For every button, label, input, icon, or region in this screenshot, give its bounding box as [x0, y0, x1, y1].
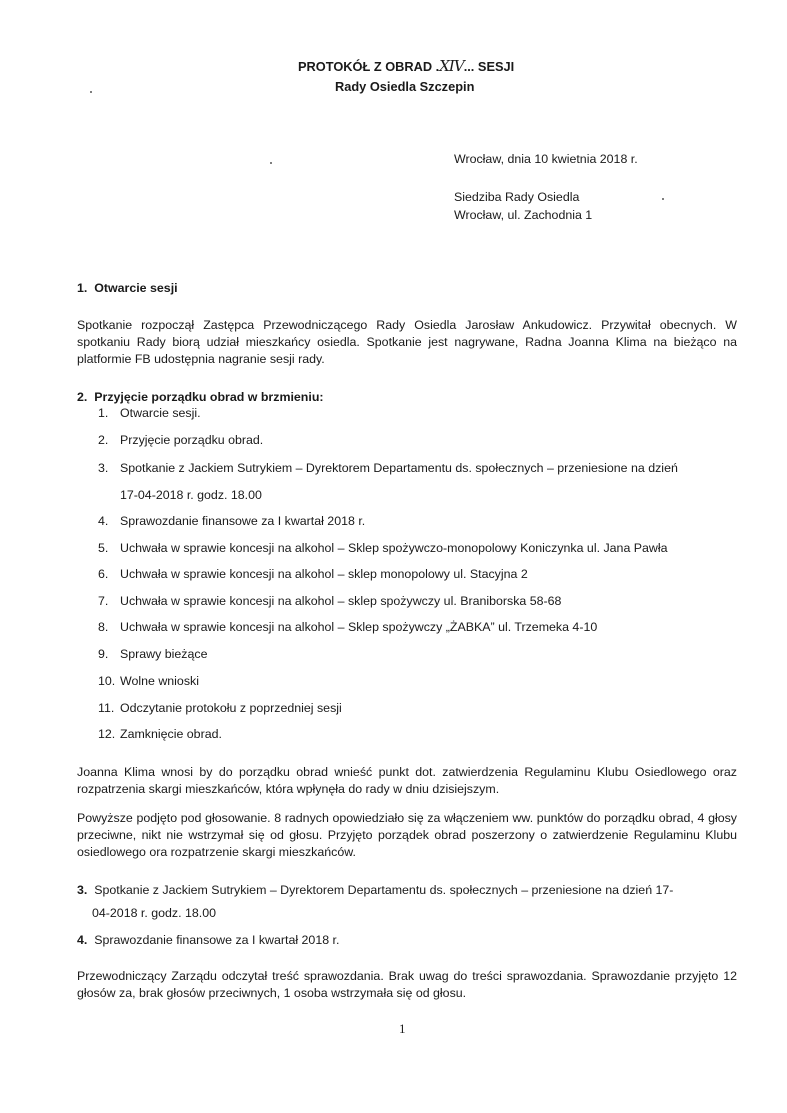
- agenda-item-continuation: 17-04-2018 r. godz. 18.00: [120, 488, 262, 502]
- section-4-number: 4.: [77, 933, 88, 947]
- agenda-item: 1. Otwarcie sesji.: [98, 406, 201, 420]
- section-2-title: Przyjęcie porządku obrad w brzmieniu:: [94, 390, 324, 404]
- section-4-line: [77, 933, 339, 947]
- agenda-item: 5. Uchwała w sprawie koncesji na alkohol – Sklep spożywczo-monopolowy Koniczynka ul. Jana Pawła: [98, 541, 668, 555]
- scan-speck: [270, 162, 272, 164]
- agenda-item: 2. Przyjęcie porządku obrad.: [98, 433, 264, 447]
- agenda-item: 7. Uchwała w sprawie koncesji na alkohol – sklep spożywczy ul. Braniborska 58-68: [98, 594, 562, 608]
- agenda-item: 8. Uchwała w sprawie koncesji na alkohol – Sklep spożywczy „ŻABKA” ul. Trzemeka 4-10: [98, 620, 598, 634]
- agenda-item: 9. Sprawy bieżące: [98, 647, 208, 661]
- agenda-item: 11. Odczytanie protokołu z poprzedniej sesji: [98, 701, 342, 715]
- section-4-text: Sprawozdanie finansowe za I kwartał 2018 r.: [94, 933, 340, 947]
- section-3-continuation: 04-2018 r. godz. 18.00: [92, 906, 217, 920]
- title-suffix: ... SESJI: [463, 59, 515, 74]
- scan-speck: [90, 91, 92, 93]
- agenda-item: 6. Uchwała w sprawie koncesji na alkohol – sklep monopolowy ul. Stacyjna 2: [98, 567, 528, 581]
- agenda-item: 3. Spotkanie z Jackiem Sutrykiem – Dyrektorem Departamentu ds. społecznych – przeniesione na dzień: [98, 461, 678, 475]
- document-subtitle: Rady Osiedla Szczepin: [335, 79, 475, 94]
- section-3-text: Spotkanie z Jackiem Sutrykiem – Dyrektorem Departamentu ds. społecznych – przeniesione na dzień 17-: [94, 883, 674, 897]
- section-3-number: 3.: [77, 883, 88, 897]
- venue-line-1: Siedziba Rady Osiedla: [454, 190, 580, 204]
- section-2-number: 2.: [77, 390, 88, 404]
- section-2-paragraph-1: Joanna Klima wnosi by do porządku obrad wnieść punkt dot. zatwierdzenia Regulaminu Klubu Osiedlowego oraz rozpatrzenia skargi mieszkańców, która wpłynęła do rady w dniu dzisiejszym.: [77, 765, 737, 796]
- agenda-item: 12. Zamknięcie obrad.: [98, 727, 222, 741]
- section-3-line: [77, 883, 673, 897]
- section-2-heading: [77, 390, 324, 404]
- section-4-paragraph: Przewodniczący Zarządu odczytał treść sprawozdania. Brak uwag do treści sprawozdania. Sprawozdanie przyjęto 12 głosów za, brak głosów przeciwnych, 1 osoba wstrzymała się od głosu.: [77, 969, 737, 1000]
- scan-speck: [662, 198, 664, 200]
- section-1-title: Otwarcie sesji: [94, 281, 178, 295]
- place-date: Wrocław, dnia 10 kwietnia 2018 r.: [454, 152, 638, 166]
- section-1-number: 1.: [77, 281, 88, 295]
- agenda-item: 4. Sprawozdanie finansowe za I kwartał 2018 r.: [98, 514, 366, 528]
- agenda-item: 10. Wolne wnioski: [98, 674, 199, 688]
- document-title: [298, 57, 514, 75]
- page-number: 1: [399, 1021, 406, 1036]
- section-2-paragraph-2: Powyższe podjęto pod głosowanie. 8 radnych opowiedziało się za włączeniem ww. punktów do porządku obrad, 4 głosy przeciwne, nikt nie wstrzymał się od głosu. Przyjęto porządek obrad poszerzony o zatwierdzenie Regulaminu Klubu osiedlowego ora rozpatrzenie skargi mieszkańców.: [77, 811, 737, 859]
- session-number: XIV: [439, 57, 464, 75]
- section-1-text: Spotkanie rozpoczął Zastępca Przewodniczącego Rady Osiedla Jarosław Ankudowicz. Przywitał obecnych. W spotkaniu Rady biorą udział mieszkańcy osiedla. Spotkanie jest nagrywane, Radna Joanna Klima na bieżąco na platformie FB udostępnia nagranie sesji rady.: [77, 318, 737, 366]
- section-1-heading: [77, 281, 178, 295]
- title-prefix: PROTOKÓŁ Z OBRAD .: [298, 59, 440, 74]
- venue-line-2: Wrocław, ul. Zachodnia 1: [454, 208, 593, 222]
